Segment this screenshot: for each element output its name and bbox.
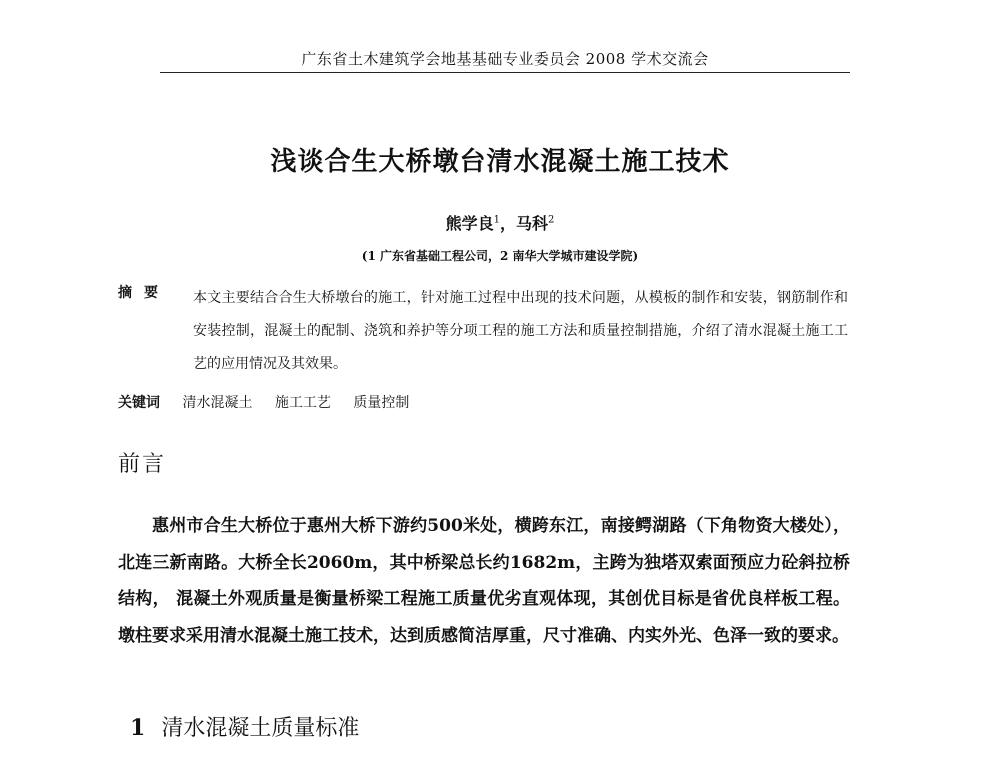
keywords <box>118 392 427 412</box>
section-heading-preface: 前言 <box>118 452 167 477</box>
author-name: 马科 <box>516 214 549 233</box>
author-name: 熊学良 <box>445 214 494 233</box>
authors <box>0 211 1000 234</box>
preface-paragraph: 惠州市合生大桥位于惠州大桥下游约500米处，横跨东江，南接鳄湖路（下角物资大楼处），北连三新南路。大桥全长2060m，其中桥梁总长约1682m，主跨为独塔双索面预应力砼斜拉桥结构， 混凝土外观质量是衡量桥梁工程施工质量优劣直观体现，其创优目标是省优良样板工程。墩柱要求采用清水混凝土施工技术，达到质感简洁厚重，尺寸准确、内实外光、色泽一致的要求。 <box>118 516 850 646</box>
keyword: 施工工艺 <box>274 395 331 411</box>
keyword: 质量控制 <box>353 395 410 411</box>
abstract-text: 本文主要结合合生大桥墩台的施工，针对施工过程中出现的技术问题，从模板的制作和安装，钢筋制作和安装控制，混凝土的配制、浇筑和养护等分项工程的施工方法和质量控制措施，介绍了清水混凝土施工工艺的应用情况及其效果。 <box>193 290 848 372</box>
running-header: 广东省土木建筑学会地基基础专业委员会 2008 学术交流会 <box>301 50 709 68</box>
section-number: 1 <box>130 715 146 741</box>
keyword: 清水混凝土 <box>182 395 253 411</box>
author-separator: ， <box>499 214 516 233</box>
section-title: 清水混凝土质量标准 <box>161 716 360 741</box>
affiliation: (1 广东省基础工程公司，2 南华大学城市建设学院) <box>361 249 639 263</box>
header-rule <box>160 72 850 73</box>
paper-title: 浅谈合生大桥墩台清水混凝土施工技术 <box>270 147 730 177</box>
author-affiliation-mark: 1 <box>493 214 500 226</box>
keywords-label: 关键词 <box>118 395 160 411</box>
abstract-label: 摘要 <box>118 285 170 301</box>
section-heading <box>130 711 359 742</box>
author-affiliation-mark: 2 <box>548 214 555 226</box>
abstract <box>118 282 848 381</box>
